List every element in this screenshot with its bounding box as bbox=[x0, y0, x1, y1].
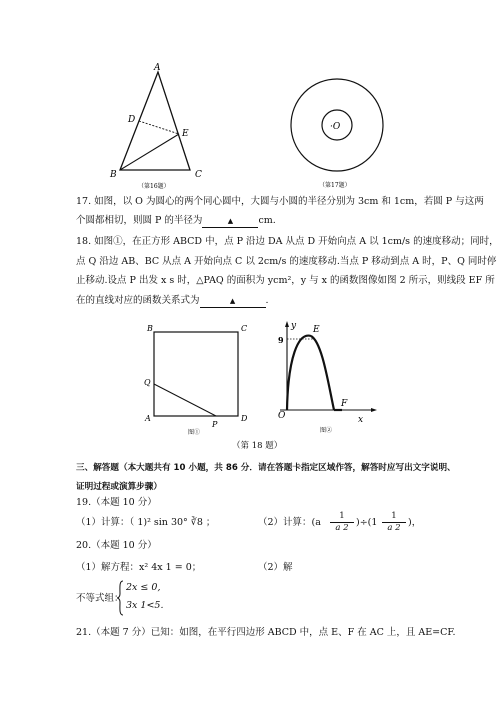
figure-18-2 bbox=[270, 318, 382, 438]
label-d: D bbox=[241, 414, 248, 423]
q18-line3: 止移动.设点 P 出发 x s 时，△PAQ 的面积为 ycm²，y 与 x 的函数图像如图 2 所示，则线段 EF 所 bbox=[76, 275, 495, 286]
section-3-line2: 证明过程或演算步骤） bbox=[76, 482, 162, 492]
q19-heading: 19.（本题 10 分） bbox=[76, 497, 157, 508]
section-3-line1: 三、解答题（本大题共有 10 小题，共 86 分．请在答题卡指定区域作答，解答时应写出文字说明、 bbox=[76, 463, 456, 473]
q17-line2-pre: 个圆都相切，则圆 P 的半径为 bbox=[76, 215, 203, 226]
q17-blank bbox=[202, 215, 258, 228]
label-y: y bbox=[291, 321, 297, 331]
q19-part2-end: )， bbox=[408, 517, 422, 528]
q19-part2-pre: （2）计算：(a bbox=[258, 517, 321, 528]
label-b: B bbox=[110, 170, 117, 180]
q17-line2-post: cm. bbox=[258, 215, 276, 226]
label-c: C bbox=[195, 170, 202, 180]
label-o: O bbox=[278, 411, 286, 421]
q21-line: 21.（本题 7 分）已知：如图，在平行四边形 ABCD 中，点 E、F 在 AC 上，且 AE=CF. bbox=[76, 627, 456, 638]
segment-pq bbox=[154, 384, 216, 416]
fraction-2-denominator: a 2 bbox=[387, 523, 401, 533]
label-f: F bbox=[341, 399, 348, 409]
q20-part2: （2）解 bbox=[258, 562, 293, 573]
figure-17-caption: （第17题） bbox=[319, 182, 351, 189]
figure-17 bbox=[285, 70, 395, 195]
square-abcd bbox=[154, 332, 238, 416]
q20-part1: （1）解方程：x² 4x 1 = 0； bbox=[76, 562, 202, 573]
figure-18-caption: （第 18 题） bbox=[232, 441, 283, 451]
figure-18-2-caption: 图② bbox=[320, 427, 333, 434]
label-q: Q bbox=[144, 378, 151, 387]
segment-de bbox=[139, 121, 179, 134]
inequality-2: 3x 1<5. bbox=[126, 600, 164, 611]
label-e: E bbox=[313, 325, 320, 335]
label-b: B bbox=[147, 324, 153, 333]
y-axis-arrow bbox=[285, 321, 289, 327]
q17-line1: 17. 如图，以 O 为圆心的两个同心圆中，大圆与小圆的半径分别为 3cm 和 1cm，若圆 P 与这两 bbox=[76, 196, 484, 207]
triangle-marker-icon: ▲ bbox=[227, 217, 234, 225]
figure-16 bbox=[100, 60, 220, 195]
label-x: x bbox=[358, 415, 364, 425]
fraction-1 bbox=[330, 511, 354, 534]
label-d: D bbox=[128, 115, 136, 125]
label-o: ·O bbox=[330, 122, 341, 132]
label-a: A bbox=[154, 63, 161, 73]
figure-18-1 bbox=[140, 320, 260, 438]
curve-oe bbox=[287, 336, 311, 410]
q18-blank bbox=[200, 295, 266, 308]
inequality-1: 2x ≤ 0, bbox=[126, 582, 161, 593]
q18-line4 bbox=[76, 295, 269, 308]
q18-line4-pre: 在的直线对应的函数关系式为 bbox=[76, 295, 200, 306]
label-c: C bbox=[241, 324, 248, 333]
fraction-2 bbox=[382, 511, 406, 534]
triangle-marker-icon: ▲ bbox=[229, 297, 236, 305]
label-p: P bbox=[212, 420, 218, 429]
segment-be bbox=[120, 134, 179, 170]
x-axis-arrow bbox=[371, 408, 377, 412]
q19-part2-mid: )÷(1 bbox=[356, 517, 378, 528]
label-nine: 9 bbox=[278, 335, 284, 345]
figure-18-1-caption: 图① bbox=[188, 429, 201, 436]
q18-line4-post: . bbox=[265, 295, 269, 306]
fraction-1-numerator: 1 bbox=[330, 511, 354, 523]
curve-ef bbox=[311, 336, 334, 410]
q17-line2 bbox=[76, 215, 276, 228]
figure-16-caption: （第16题） bbox=[138, 183, 170, 190]
q19-part1: （1）计算：（ 1)² sin 30° ∛8 ； bbox=[76, 517, 216, 528]
label-a: A bbox=[145, 414, 151, 423]
q18-line2: 点 Q 沿边 AB、BC 从点 A 开始向点 C 以 2cm/s 的速度移动.当点 P 移动到点 A 时，P、Q 同时停 bbox=[76, 256, 497, 267]
brace-icon bbox=[116, 580, 124, 616]
fraction-1-denominator: a 2 bbox=[335, 523, 349, 533]
q20-heading: 20.（本题 10 分） bbox=[76, 540, 157, 551]
fraction-2-numerator: 1 bbox=[382, 511, 406, 523]
q20-system-label: 不等式组： bbox=[76, 593, 124, 604]
q18-line1: 18. 如图①，在正方形 ABCD 中，点 P 沿边 DA 从点 D 开始向点 A 以 1cm/s 的速度移动；同时， bbox=[76, 236, 499, 247]
label-e: E bbox=[182, 129, 189, 139]
inequality-system bbox=[116, 580, 196, 616]
